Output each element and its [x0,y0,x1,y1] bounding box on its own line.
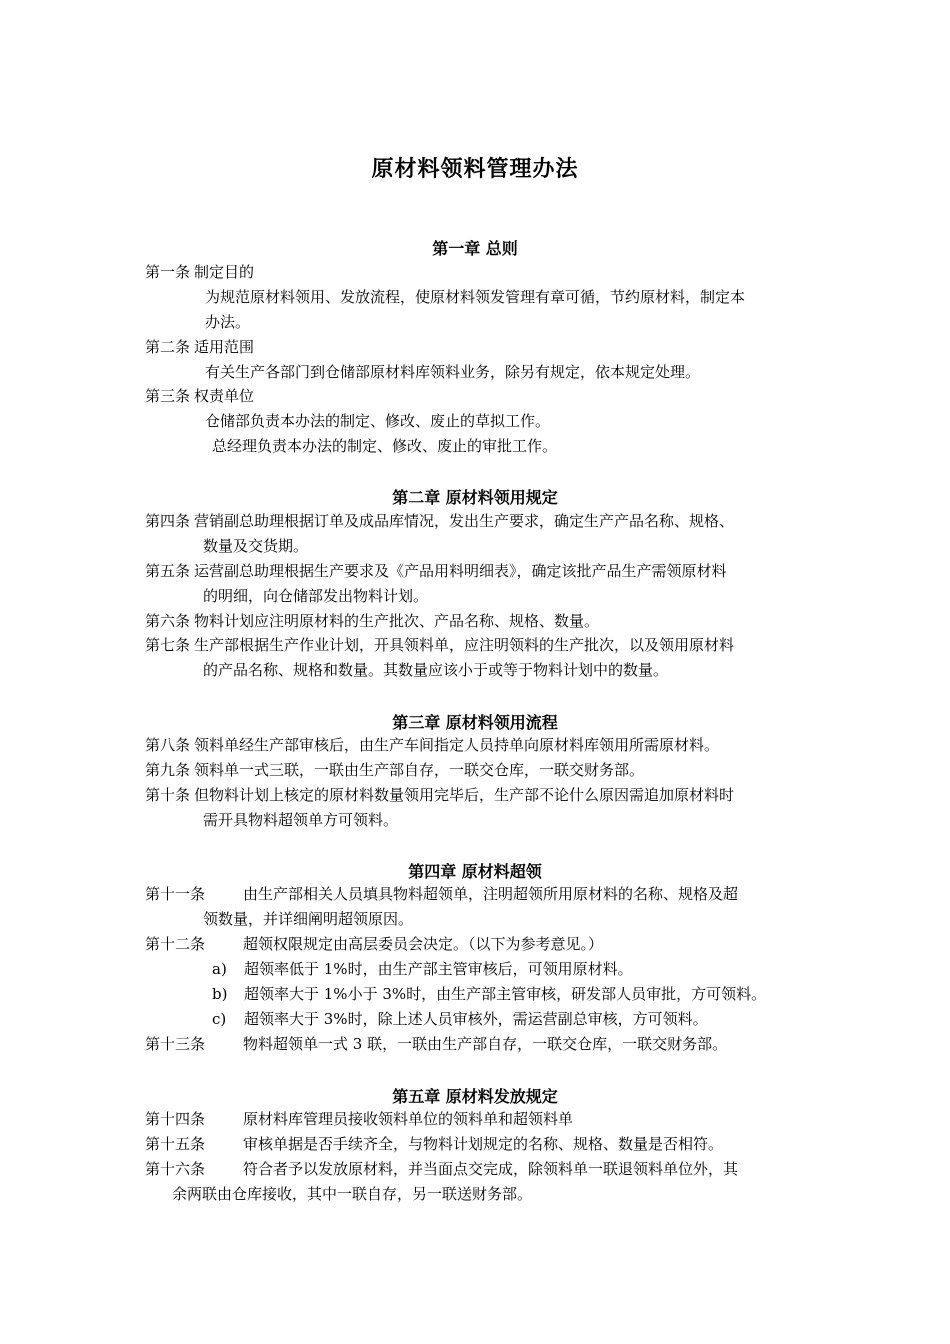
article-7-cont: 的产品名称、规格和数量。其数量应该小于或等于物料计划中的数量。 [203,661,669,679]
article-2-text: 有关生产各部门到仓储部原材料库领料业务，除另有规定，依本规定处理。 [205,363,701,381]
article-title: 制定目的 [194,263,255,281]
article-9 [145,760,644,780]
article-title: 权责单位 [194,387,255,405]
article-3-text-2: 总经理负责本办法的制定、修改、废止的审批工作。 [212,437,558,455]
article-7 [145,635,734,655]
article-label: 第十三条 [145,1035,206,1053]
article-label: 第十五条 [145,1135,206,1153]
list-marker: a) [212,960,227,978]
article-label: 第三条 [145,387,191,405]
article-10 [145,785,734,805]
article-label: 第十二条 [145,935,206,953]
article-label: 第十四条 [145,1110,206,1128]
article-4-cont: 数量及交货期。 [203,537,309,555]
article-text: 营销副总助理根据订单及成品库情况，发出生产要求，确定生产产品名称、规格、 [194,512,735,530]
article-label: 第一条 [145,263,191,281]
article-16-cont: 余两联由仓库接收，其中一联自存，另一联送财务部。 [172,1185,533,1203]
article-12-item-a [212,959,633,979]
article-text: 超领权限规定由高层委员会决定。（以下为参考意见。） [243,935,604,953]
chapter-2-heading: 第二章 原材料领用规定 [392,488,558,507]
article-1-text: 为规范原材料领用、发放流程，使原材料领发管理有章可循，节约原材料，制定本 [205,288,746,306]
article-text: 物料超领单一式 3 联，一联由生产部自存，一联交仓库，一联交财务部。 [243,1035,728,1053]
article-text: 物料计划应注明原材料的生产批次、产品名称、规格、数量。 [194,612,600,630]
article-label: 第十一条 [145,885,206,903]
article-16 [145,1159,738,1179]
list-item-text: 超领率低于 1%时，由生产部主管审核后，可领用原材料。 [244,960,633,978]
article-title: 适用范围 [194,338,255,356]
article-text: 领料单经生产部审核后，由生产车间指定人员持单向原材料库领用所需原材料。 [194,736,720,754]
list-item-text: 超领率大于 1%小于 3%时，由生产部主管审核，研发部人员审批，方可领料。 [244,985,767,1003]
article-13 [145,1034,727,1054]
list-marker: b) [212,985,228,1003]
article-text: 运营副总助理根据生产要求及《产品用料明细表》，确定该批产品生产需领原材料 [194,562,727,580]
article-label: 第六条 [145,612,191,630]
article-3-text: 仓储部负责本办法的制定、修改、废止的草拟工作。 [205,412,551,430]
chapter-5-heading: 第五章 原材料发放规定 [392,1087,558,1106]
article-text: 但物料计划上核定的原材料数量领用完毕后，生产部不论什么原因需追加原材料时 [194,786,735,804]
article-label: 第八条 [145,736,191,754]
article-12-item-c [212,1009,708,1029]
article-label: 第二条 [145,338,191,356]
chapter-4-heading: 第四章 原材料超领 [408,862,542,881]
article-8 [145,735,719,755]
article-5-cont: 的明细，向仓储部发出物料计划。 [203,587,429,605]
article-label: 第十六条 [145,1160,206,1178]
article-text: 审核单据是否手续齐全，与物料计划规定的名称、规格、数量是否相符。 [243,1135,724,1153]
article-6 [145,611,599,631]
article-label: 第七条 [145,636,191,654]
article-label: 第五条 [145,562,191,580]
article-10-cont: 需开具物料超领单方可领料。 [203,811,399,829]
article-3-heading [145,386,254,406]
article-text: 由生产部相关人员填具物料超领单，注明超领所用原材料的名称、规格及超 [243,885,739,903]
list-marker: c) [212,1010,227,1028]
article-2-heading [145,337,254,357]
article-text: 符合者予以发放原材料，并当面点交完成，除领料单一联退领料单位外，其 [243,1160,739,1178]
document-title: 原材料领料管理办法 [371,156,579,182]
article-label: 第九条 [145,761,191,779]
article-12 [145,934,603,954]
article-text: 生产部根据生产作业计划，开具领料单，应注明领料的生产批次，以及领用原材料 [194,636,735,654]
article-14 [145,1109,573,1129]
article-11 [145,884,738,904]
article-1-heading [145,262,254,282]
article-11-cont: 领数量，并详细阐明超领原因。 [203,910,414,928]
article-text: 领料单一式三联，一联由生产部自存，一联交仓库，一联交财务部。 [194,761,645,779]
article-15 [145,1134,723,1154]
chapter-1-heading: 第一章 总则 [432,239,518,258]
article-1-text-cont: 办法。 [205,313,251,331]
article-text: 原材料库管理员接收领料单位的领料单和超领料单 [243,1110,574,1128]
article-5 [145,561,727,581]
article-label: 第四条 [145,512,191,530]
article-4 [145,511,734,531]
article-12-item-b [212,984,766,1004]
list-item-text: 超领率大于 3%时，除上述人员审核外，需运营副总审核，方可领料。 [244,1010,708,1028]
article-label: 第十条 [145,786,191,804]
chapter-3-heading: 第三章 原材料领用流程 [392,713,558,732]
